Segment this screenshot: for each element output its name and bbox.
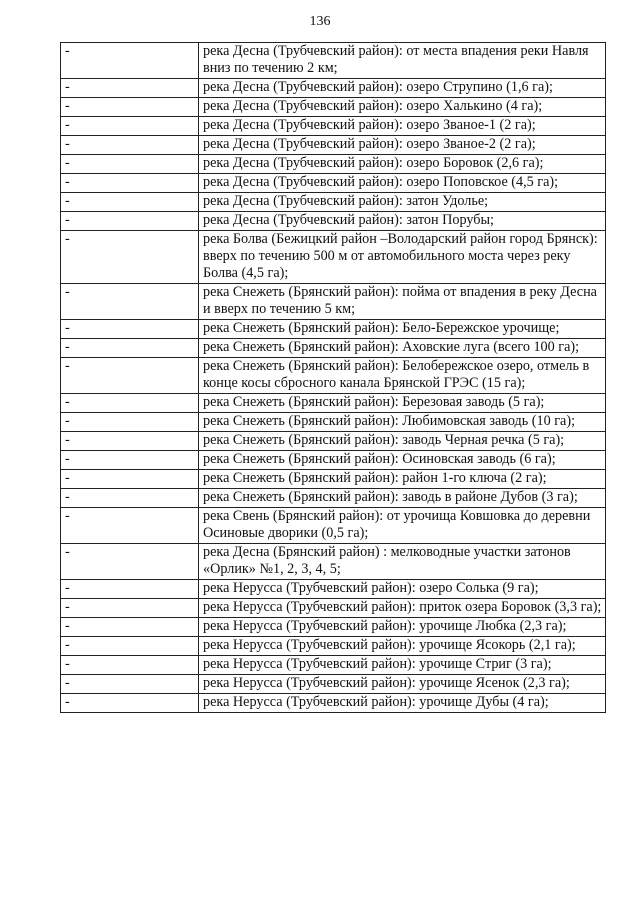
row-marker: - bbox=[61, 489, 199, 508]
table-row bbox=[61, 339, 606, 358]
row-text: река Снежеть (Брянский район): заводь Черная речка (5 га); bbox=[199, 432, 606, 451]
table-row bbox=[61, 675, 606, 694]
page-number: 136 bbox=[309, 14, 331, 29]
row-text: река Десна (Трубчевский район): озеро Поповское (4,5 га); bbox=[199, 174, 606, 193]
table-row bbox=[61, 43, 606, 79]
row-text: река Снежеть (Брянский район): Белобережское озеро, отмель в конце косы сбросного канала Брянской ГРЭС (15 га); bbox=[199, 358, 606, 394]
row-marker: - bbox=[61, 656, 199, 675]
row-marker: - bbox=[61, 320, 199, 339]
row-text: река Нерусса (Трубчевский район): приток озера Боровок (3,3 га); bbox=[199, 599, 606, 618]
row-marker: - bbox=[61, 155, 199, 174]
row-text: река Нерусса (Трубчевский район): озеро Солька (9 га); bbox=[199, 580, 606, 599]
table-row bbox=[61, 212, 606, 231]
row-text: река Снежеть (Брянский район): Бело-Бережское урочище; bbox=[199, 320, 606, 339]
table-row bbox=[61, 618, 606, 637]
row-text: река Десна (Трубчевский район): озеро Званое-1 (2 га); bbox=[199, 117, 606, 136]
table-row bbox=[61, 136, 606, 155]
row-marker: - bbox=[61, 675, 199, 694]
row-marker: - bbox=[61, 580, 199, 599]
row-text: река Десна (Трубчевский район): озеро Струпино (1,6 га); bbox=[199, 79, 606, 98]
row-marker: - bbox=[61, 136, 199, 155]
row-text: река Десна (Трубчевский район): озеро Халькино (4 га); bbox=[199, 98, 606, 117]
table-row bbox=[61, 580, 606, 599]
row-text: река Нерусса (Трубчевский район): урочище Ясенок (2,3 га); bbox=[199, 675, 606, 694]
row-text: река Снежеть (Брянский район): Аховские луга (всего 100 га); bbox=[199, 339, 606, 358]
table-row bbox=[61, 394, 606, 413]
table-row bbox=[61, 193, 606, 212]
row-text: река Десна (Трубчевский район): затон Удолье; bbox=[199, 193, 606, 212]
table-row bbox=[61, 508, 606, 544]
row-marker: - bbox=[61, 618, 199, 637]
row-text: река Снежеть (Брянский район): Любимовская заводь (10 га); bbox=[199, 413, 606, 432]
row-marker: - bbox=[61, 174, 199, 193]
row-text: река Десна (Трубчевский район): озеро Званое-2 (2 га); bbox=[199, 136, 606, 155]
row-marker: - bbox=[61, 117, 199, 136]
table-row bbox=[61, 79, 606, 98]
row-marker: - bbox=[61, 284, 199, 320]
row-text: река Десна (Трубчевский район): озеро Боровок (2,6 га); bbox=[199, 155, 606, 174]
row-marker: - bbox=[61, 394, 199, 413]
row-text: река Болва (Бежицкий район –Володарский район город Брянск): вверх по течению 500 м от автомобильного моста через реку Болва (4,5 га); bbox=[199, 231, 606, 284]
row-text: река Нерусса (Трубчевский район): урочище Любка (2,3 га); bbox=[199, 618, 606, 637]
table-body bbox=[61, 43, 606, 713]
row-marker: - bbox=[61, 413, 199, 432]
row-marker: - bbox=[61, 470, 199, 489]
row-text: река Снежеть (Брянский район): пойма от впадения в реку Десна и вверх по течению 5 км; bbox=[199, 284, 606, 320]
table-row bbox=[61, 155, 606, 174]
row-marker: - bbox=[61, 599, 199, 618]
table-row bbox=[61, 432, 606, 451]
table-row bbox=[61, 320, 606, 339]
row-marker: - bbox=[61, 43, 199, 79]
row-text: река Свень (Брянский район): от урочища Ковшовка до деревни Осиновые дворики (0,5 га); bbox=[199, 508, 606, 544]
table-row bbox=[61, 599, 606, 618]
table-row bbox=[61, 489, 606, 508]
table-row bbox=[61, 413, 606, 432]
row-text: река Нерусса (Трубчевский район): урочище Дубы (4 га); bbox=[199, 694, 606, 713]
row-marker: - bbox=[61, 694, 199, 713]
row-text: река Снежеть (Брянский район): Березовая заводь (5 га); bbox=[199, 394, 606, 413]
row-marker: - bbox=[61, 451, 199, 470]
table-row bbox=[61, 637, 606, 656]
row-marker: - bbox=[61, 231, 199, 284]
row-text: река Десна (Трубчевский район): затон Порубы; bbox=[199, 212, 606, 231]
row-text: река Снежеть (Брянский район): заводь в районе Дубов (3 га); bbox=[199, 489, 606, 508]
table-row bbox=[61, 694, 606, 713]
water-bodies-table bbox=[60, 42, 606, 713]
table-row bbox=[61, 451, 606, 470]
table-row bbox=[61, 284, 606, 320]
row-text: река Десна (Брянский район) : мелководные участки затонов «Орлик» №1, 2, 3, 4, 5; bbox=[199, 544, 606, 580]
row-marker: - bbox=[61, 79, 199, 98]
table-row bbox=[61, 470, 606, 489]
row-marker: - bbox=[61, 544, 199, 580]
row-text: река Нерусса (Трубчевский район): урочище Ясокорь (2,1 га); bbox=[199, 637, 606, 656]
row-text: река Снежеть (Брянский район): район 1-го ключа (2 га); bbox=[199, 470, 606, 489]
row-marker: - bbox=[61, 358, 199, 394]
row-text: река Нерусса (Трубчевский район): урочище Стриг (3 га); bbox=[199, 656, 606, 675]
table-row bbox=[61, 656, 606, 675]
table-row bbox=[61, 544, 606, 580]
table-row bbox=[61, 358, 606, 394]
table-row bbox=[61, 174, 606, 193]
row-marker: - bbox=[61, 432, 199, 451]
row-marker: - bbox=[61, 193, 199, 212]
row-marker: - bbox=[61, 98, 199, 117]
table-row bbox=[61, 231, 606, 284]
table-row bbox=[61, 98, 606, 117]
row-marker: - bbox=[61, 339, 199, 358]
row-marker: - bbox=[61, 508, 199, 544]
row-text: река Десна (Трубчевский район): от места впадения реки Навля вниз по течению 2 км; bbox=[199, 43, 606, 79]
row-text: река Снежеть (Брянский район): Осиновская заводь (6 га); bbox=[199, 451, 606, 470]
table-row bbox=[61, 117, 606, 136]
row-marker: - bbox=[61, 212, 199, 231]
row-marker: - bbox=[61, 637, 199, 656]
